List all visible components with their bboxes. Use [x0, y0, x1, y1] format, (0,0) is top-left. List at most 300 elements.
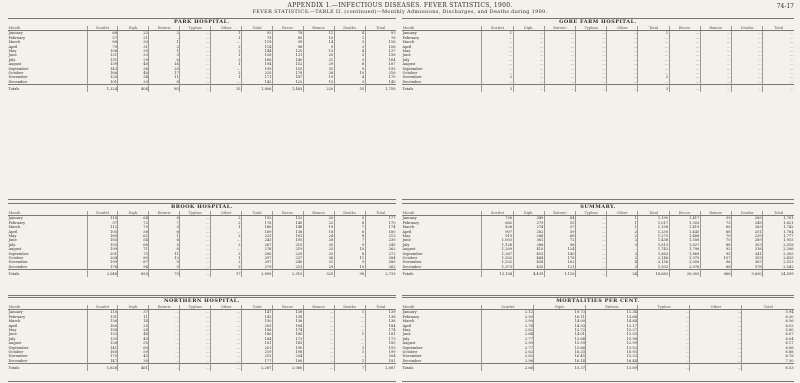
table-cell: ...	[638, 80, 669, 85]
table-cell: 1,532	[482, 260, 513, 264]
table-cell: 1,932	[638, 265, 669, 270]
column-header: Diph.	[513, 26, 544, 31]
table-cell: ...	[482, 67, 513, 71]
table-cell: October	[8, 71, 24, 76]
table-cell: 110	[87, 310, 118, 315]
table-cell: 12.17	[586, 324, 638, 328]
table-cell: 70	[118, 225, 149, 229]
table-cell: ...	[669, 58, 700, 62]
table-cell: May	[402, 49, 411, 54]
table-cell: 70	[700, 238, 731, 242]
table-cell: 9	[334, 243, 365, 247]
table-cell: ...	[763, 45, 794, 49]
table-cell: 1	[334, 310, 365, 315]
table-cell: 237	[272, 256, 303, 260]
table-cell: ...	[638, 354, 690, 358]
table-cell: 341	[732, 252, 763, 256]
table-cell: ...	[180, 221, 211, 225]
table-cell: 194	[242, 62, 273, 66]
table-cell: 1,863	[638, 252, 669, 256]
table-cell: ...	[211, 80, 242, 85]
table-cell: 24	[303, 234, 334, 238]
data-table	[402, 305, 794, 371]
column-header: Total	[365, 26, 396, 31]
data-table	[8, 26, 396, 92]
table-cell: ...	[180, 359, 211, 364]
table-cell: 98	[334, 270, 365, 277]
table-cell: August	[402, 341, 416, 346]
table-cell: June	[402, 332, 411, 337]
table-cell: ...	[638, 67, 669, 71]
table-cell: ...	[180, 260, 211, 264]
table-cell: ...	[334, 341, 365, 345]
table-cell: October	[402, 71, 418, 76]
table-cell: 6.30	[742, 315, 794, 319]
table-cell: 136	[365, 319, 396, 323]
table-cell: August	[8, 247, 22, 252]
table-cell: ...	[669, 62, 700, 66]
table-cell: ...	[700, 67, 731, 71]
table-cell: ...	[638, 62, 669, 66]
table-cell: ...	[690, 319, 742, 323]
table-cell: 290	[242, 252, 273, 256]
table-cell: 297	[242, 260, 273, 264]
table-cell: ...	[180, 230, 211, 234]
table-cell: 2,733	[365, 270, 396, 277]
table-cell: ...	[638, 40, 669, 44]
table-cell: ...	[211, 67, 242, 71]
column-header: Diph.	[534, 305, 586, 310]
table-cell: ...	[638, 328, 690, 332]
table-cell: ...	[180, 71, 211, 75]
panel-title: SUMMARY.	[580, 204, 616, 210]
table-cell: 6	[149, 247, 180, 251]
table-cell: ...	[334, 354, 365, 358]
table-cell: 71	[118, 247, 149, 251]
table-cell: ...	[607, 75, 638, 79]
table-cell: 204	[365, 354, 396, 358]
table-cell: 31	[303, 67, 334, 71]
table-cell: ...	[180, 337, 211, 341]
table-cell: 131	[87, 58, 118, 62]
table-cell: 192	[242, 216, 273, 221]
table-cell: July	[8, 57, 16, 62]
table-cell: 15.39	[534, 341, 586, 345]
table-cell: 29	[303, 265, 334, 270]
table-cell: 6	[149, 238, 180, 242]
table-cell: 272	[365, 252, 396, 256]
table-cell: 187	[365, 62, 396, 66]
table-cell: November	[402, 75, 422, 80]
table-cell: 3	[607, 252, 638, 256]
table-cell: 138	[272, 315, 303, 319]
table-cell: ...	[211, 310, 242, 315]
table-cell: June	[402, 238, 411, 243]
table-cell: June	[8, 238, 17, 243]
table-cell: ...	[669, 75, 700, 79]
table-cell: ...	[513, 36, 544, 40]
table-cell: May	[8, 234, 17, 239]
table-cell: 14.84	[586, 319, 638, 323]
panel-title: BROOK HOSPITAL.	[170, 204, 234, 210]
column-header: Other	[211, 305, 242, 310]
table-cell: ...	[638, 359, 690, 364]
table-cell: ...	[700, 49, 731, 53]
table-cell: 14.01	[534, 332, 586, 336]
table-cell: August	[8, 62, 22, 67]
table-cell: 1,502	[482, 256, 513, 260]
table-cell: 13.52	[586, 346, 638, 350]
table-cell: 31	[303, 260, 334, 264]
table-cell: ...	[732, 36, 763, 40]
table-cell: 19	[303, 225, 334, 229]
table-cell: 13.69	[586, 364, 638, 371]
table-cell: 2	[211, 221, 242, 225]
table-cell: July	[8, 336, 16, 341]
appendix-title: APPENDIX 1.—INFECTIOUS DISEASES. FEVER STATISTICS, 1900.	[287, 2, 513, 9]
column-header: Scarlet	[482, 26, 513, 31]
table-cell: ...	[700, 58, 731, 62]
table-cell: ...	[576, 234, 607, 238]
table-cell: 2,305	[763, 252, 794, 256]
table-cell: 225	[242, 234, 273, 238]
table-cell: November	[8, 75, 28, 80]
table-cell: ...	[763, 85, 794, 92]
table-row	[402, 85, 794, 92]
table-cell: 458	[513, 260, 544, 264]
table-cell: 16.93	[586, 350, 638, 354]
table-cell: 185	[365, 341, 396, 345]
table-cell: 184	[365, 324, 396, 328]
table-cell: 158	[242, 53, 273, 57]
table-cell: 10	[303, 36, 334, 40]
table-cell: 13.64	[534, 337, 586, 341]
table-cell: 15.98	[586, 337, 638, 341]
table-cell: ...	[576, 252, 607, 256]
table-cell: 282	[513, 230, 544, 234]
table-cell: ...	[700, 36, 731, 40]
table-cell: 410	[513, 247, 544, 251]
table-cell: ...	[211, 319, 242, 323]
table-cell: December	[402, 358, 422, 363]
table-cell: 174	[365, 328, 396, 332]
column-header: Remov.	[303, 26, 334, 31]
table-cell: ...	[303, 350, 334, 354]
column-header: Month	[402, 305, 482, 310]
table-cell: 30	[118, 40, 149, 44]
table-cell: June	[8, 332, 17, 337]
table-cell: ...	[303, 332, 334, 336]
table-cell: 230	[365, 238, 396, 242]
table-cell: ...	[482, 53, 513, 57]
table-cell: 6.53	[742, 364, 794, 371]
table-cell: 54	[118, 238, 149, 242]
table-cell: 106	[87, 49, 118, 53]
column-header: Scarlet	[482, 305, 534, 310]
table-cell: August	[8, 341, 22, 346]
table-cell: ...	[149, 324, 180, 328]
table-cell: 181	[365, 332, 396, 336]
table-cell: 453	[513, 252, 544, 256]
table-cell: 1,483	[272, 85, 303, 92]
table-cell: ...	[149, 359, 180, 364]
table-cell: ...	[180, 364, 211, 371]
table-cell: 28	[303, 71, 334, 75]
table-cell: 173	[272, 337, 303, 341]
table-cell: ...	[576, 31, 607, 36]
table-cell: 2,206	[763, 247, 794, 251]
table-cell: 2.90	[482, 319, 534, 323]
table-cell: November	[8, 260, 28, 265]
table-cell: ...	[700, 80, 731, 85]
table-cell: December	[402, 264, 422, 269]
table-cell: 57	[87, 36, 118, 40]
table-cell: 9	[149, 260, 180, 264]
table-cell: 1	[638, 31, 669, 36]
table-cell: 30	[118, 359, 149, 364]
table-cell: 37	[118, 310, 149, 315]
table-cell: 262	[365, 265, 396, 270]
table-cell: April	[8, 229, 18, 234]
table-cell: 919	[482, 234, 513, 238]
table-cell: 2,050	[669, 260, 700, 264]
column-header: Diph.	[513, 211, 544, 216]
column-header: Enteric	[149, 26, 180, 31]
table-cell: 279	[242, 265, 273, 270]
table-cell: ...	[732, 40, 763, 44]
table-cell: January	[8, 31, 23, 36]
column-header: Total	[242, 26, 273, 31]
table-cell: 2.90	[482, 341, 534, 345]
table-cell: 1,758	[365, 85, 396, 92]
table-cell: 11	[149, 252, 180, 256]
table-cell: 13.64	[586, 315, 638, 319]
table-cell: February	[8, 314, 26, 319]
table-cell: 3	[482, 85, 513, 92]
table-cell: ...	[607, 247, 638, 251]
table-cell: 1,777	[763, 234, 794, 238]
table-cell: ...	[700, 75, 731, 79]
column-header: Recov.	[272, 211, 303, 216]
table-cell: 2,310	[272, 270, 303, 277]
table-cell: January	[8, 310, 23, 315]
table-cell: 68	[118, 243, 149, 247]
table-cell: 6.07	[742, 332, 794, 336]
table-cell: ...	[513, 45, 544, 49]
table-cell: ...	[690, 346, 742, 350]
table-cell: ...	[211, 364, 242, 371]
table-cell: 8	[334, 252, 365, 256]
table-cell: ...	[576, 58, 607, 62]
table-cell: ...	[180, 31, 211, 36]
table-cell: March	[402, 40, 415, 45]
table-cell: 2,513	[763, 260, 794, 264]
table-cell: 1,003	[482, 238, 513, 242]
table-cell: 85	[149, 85, 180, 92]
table-cell: 186	[242, 328, 273, 332]
table-cell: 84	[544, 216, 575, 221]
table-cell: September	[8, 251, 29, 256]
table-cell: 118	[87, 216, 118, 221]
table-cell: 45	[118, 354, 149, 358]
table-cell: 181	[365, 359, 396, 364]
table-cell: 30	[303, 243, 334, 247]
table-cell: ...	[576, 36, 607, 40]
table-cell: ...	[576, 260, 607, 264]
table-cell: 94	[118, 265, 149, 270]
table-cell: ...	[544, 49, 575, 53]
table-cell: ...	[700, 62, 731, 66]
table-cell: 169	[242, 230, 273, 234]
table-cell: 6.06	[742, 346, 794, 350]
table-cell: 2	[211, 216, 242, 221]
table-cell: February	[8, 35, 26, 40]
column-header: Total	[763, 26, 794, 31]
table-cell: 14.33	[534, 324, 586, 328]
table-cell: 2.59	[482, 315, 534, 319]
table-cell: ...	[180, 36, 211, 40]
table-cell: 3	[334, 346, 365, 350]
table-cell: ...	[607, 85, 638, 92]
table-cell: 2	[211, 71, 242, 75]
table-cell: 4	[334, 75, 365, 79]
table-cell: 93	[365, 31, 396, 36]
column-header: Deaths	[334, 305, 365, 310]
table-cell: ...	[149, 354, 180, 358]
column-header: Month	[402, 211, 482, 216]
table-cell: 2	[607, 234, 638, 238]
table-cell: 166	[87, 71, 118, 75]
table-cell: 55	[118, 341, 149, 345]
table-cell: ...	[211, 238, 242, 242]
table-cell: November	[402, 260, 422, 265]
table-cell: ...	[576, 270, 607, 277]
table-cell: ...	[149, 337, 180, 341]
table-cell: ...	[334, 315, 365, 319]
table-cell: ...	[638, 45, 669, 49]
table-cell: ...	[180, 225, 211, 229]
data-table	[8, 305, 396, 371]
table-cell: ...	[669, 85, 700, 92]
table-cell: 162	[544, 260, 575, 264]
column-header: Typhus	[180, 305, 211, 310]
table-cell: 180	[242, 332, 273, 336]
table-cell: 199	[365, 350, 396, 354]
table-cell: 181	[242, 341, 273, 345]
table-cell: ...	[638, 53, 669, 57]
table-cell: ...	[180, 58, 211, 62]
table-cell: ...	[607, 53, 638, 57]
table-cell: 2,287	[242, 364, 273, 371]
table-cell: 87	[118, 260, 149, 264]
table-cell: 11	[118, 315, 149, 319]
table-cell: ...	[576, 49, 607, 53]
table-cell: 2.62	[482, 328, 534, 332]
table-cell: ...	[303, 310, 334, 315]
table-cell: 199	[87, 260, 118, 264]
table-cell: 28	[303, 238, 334, 242]
table-cell: 1	[211, 53, 242, 57]
table-cell: 2,087	[365, 364, 396, 371]
panel-title: NORTHERN HOSPITAL.	[163, 298, 241, 304]
table-cell: ...	[211, 354, 242, 358]
table-cell: 180	[272, 332, 303, 336]
table-cell: 1,869	[669, 252, 700, 256]
table-cell: ...	[180, 85, 211, 92]
table-cell: 1	[334, 332, 365, 336]
table-cell: 31	[118, 45, 149, 49]
table-cell: ...	[576, 256, 607, 260]
table-cell: 1,209	[482, 247, 513, 251]
table-cell: ...	[669, 40, 700, 44]
table-cell: ...	[732, 75, 763, 79]
table-cell: 1,116	[544, 270, 575, 277]
table-cell: 1,373	[482, 265, 513, 270]
column-header: Total	[365, 305, 396, 310]
table-cell: 8	[149, 80, 180, 85]
column-header: Recov.	[669, 26, 700, 31]
column-header: Diph.	[118, 26, 149, 31]
table-cell: 5	[149, 265, 180, 270]
table-cell: 16.45	[534, 354, 586, 358]
table-cell: ...	[763, 80, 794, 85]
table-cell: 4,439	[513, 270, 544, 277]
table-cell: Totals	[8, 85, 87, 92]
column-header: Deaths	[732, 211, 763, 216]
table-cell: ...	[607, 31, 638, 36]
column-header: Recov.	[669, 211, 700, 216]
table-cell: 1	[334, 359, 365, 364]
table-cell: 7	[334, 364, 365, 371]
table-cell: ...	[544, 62, 575, 66]
column-header: Recov.	[272, 26, 303, 31]
table-cell: 205	[242, 324, 273, 328]
table-cell: 1	[607, 216, 638, 221]
table-cell: ...	[638, 324, 690, 328]
table-cell: 2	[638, 75, 669, 79]
table-cell: 35	[303, 252, 334, 256]
column-header: Month	[8, 305, 87, 310]
table-cell: ...	[638, 36, 669, 40]
table-cell: ...	[544, 45, 575, 49]
table-cell: ...	[638, 49, 669, 53]
table-cell: 2,076	[669, 265, 700, 270]
table-cell: July	[402, 57, 410, 62]
table-cell: 185	[272, 341, 303, 345]
table-cell: ...	[732, 49, 763, 53]
table-cell: ...	[638, 58, 669, 62]
table-row	[402, 364, 794, 371]
table-cell: ...	[607, 49, 638, 53]
table-cell: ...	[732, 31, 763, 36]
column-header: Deaths	[334, 26, 365, 31]
table-cell: 1	[607, 225, 638, 229]
table-cell: ...	[149, 341, 180, 345]
table-cell: ...	[607, 40, 638, 44]
table-cell: 756	[482, 216, 513, 221]
table-cell: 148	[272, 225, 303, 229]
table-cell: 4	[334, 49, 365, 53]
table-cell: ...	[211, 341, 242, 345]
table-cell: May	[8, 328, 17, 333]
table-cell: 1	[211, 31, 242, 36]
panel-title: GORE FARM HOSPITAL.	[559, 19, 637, 25]
table-cell: ...	[638, 315, 690, 319]
table-cell: 263	[732, 225, 763, 229]
table-cell: ...	[149, 350, 180, 354]
table-cell: 9	[303, 45, 334, 49]
table-cell: 435	[513, 265, 544, 270]
